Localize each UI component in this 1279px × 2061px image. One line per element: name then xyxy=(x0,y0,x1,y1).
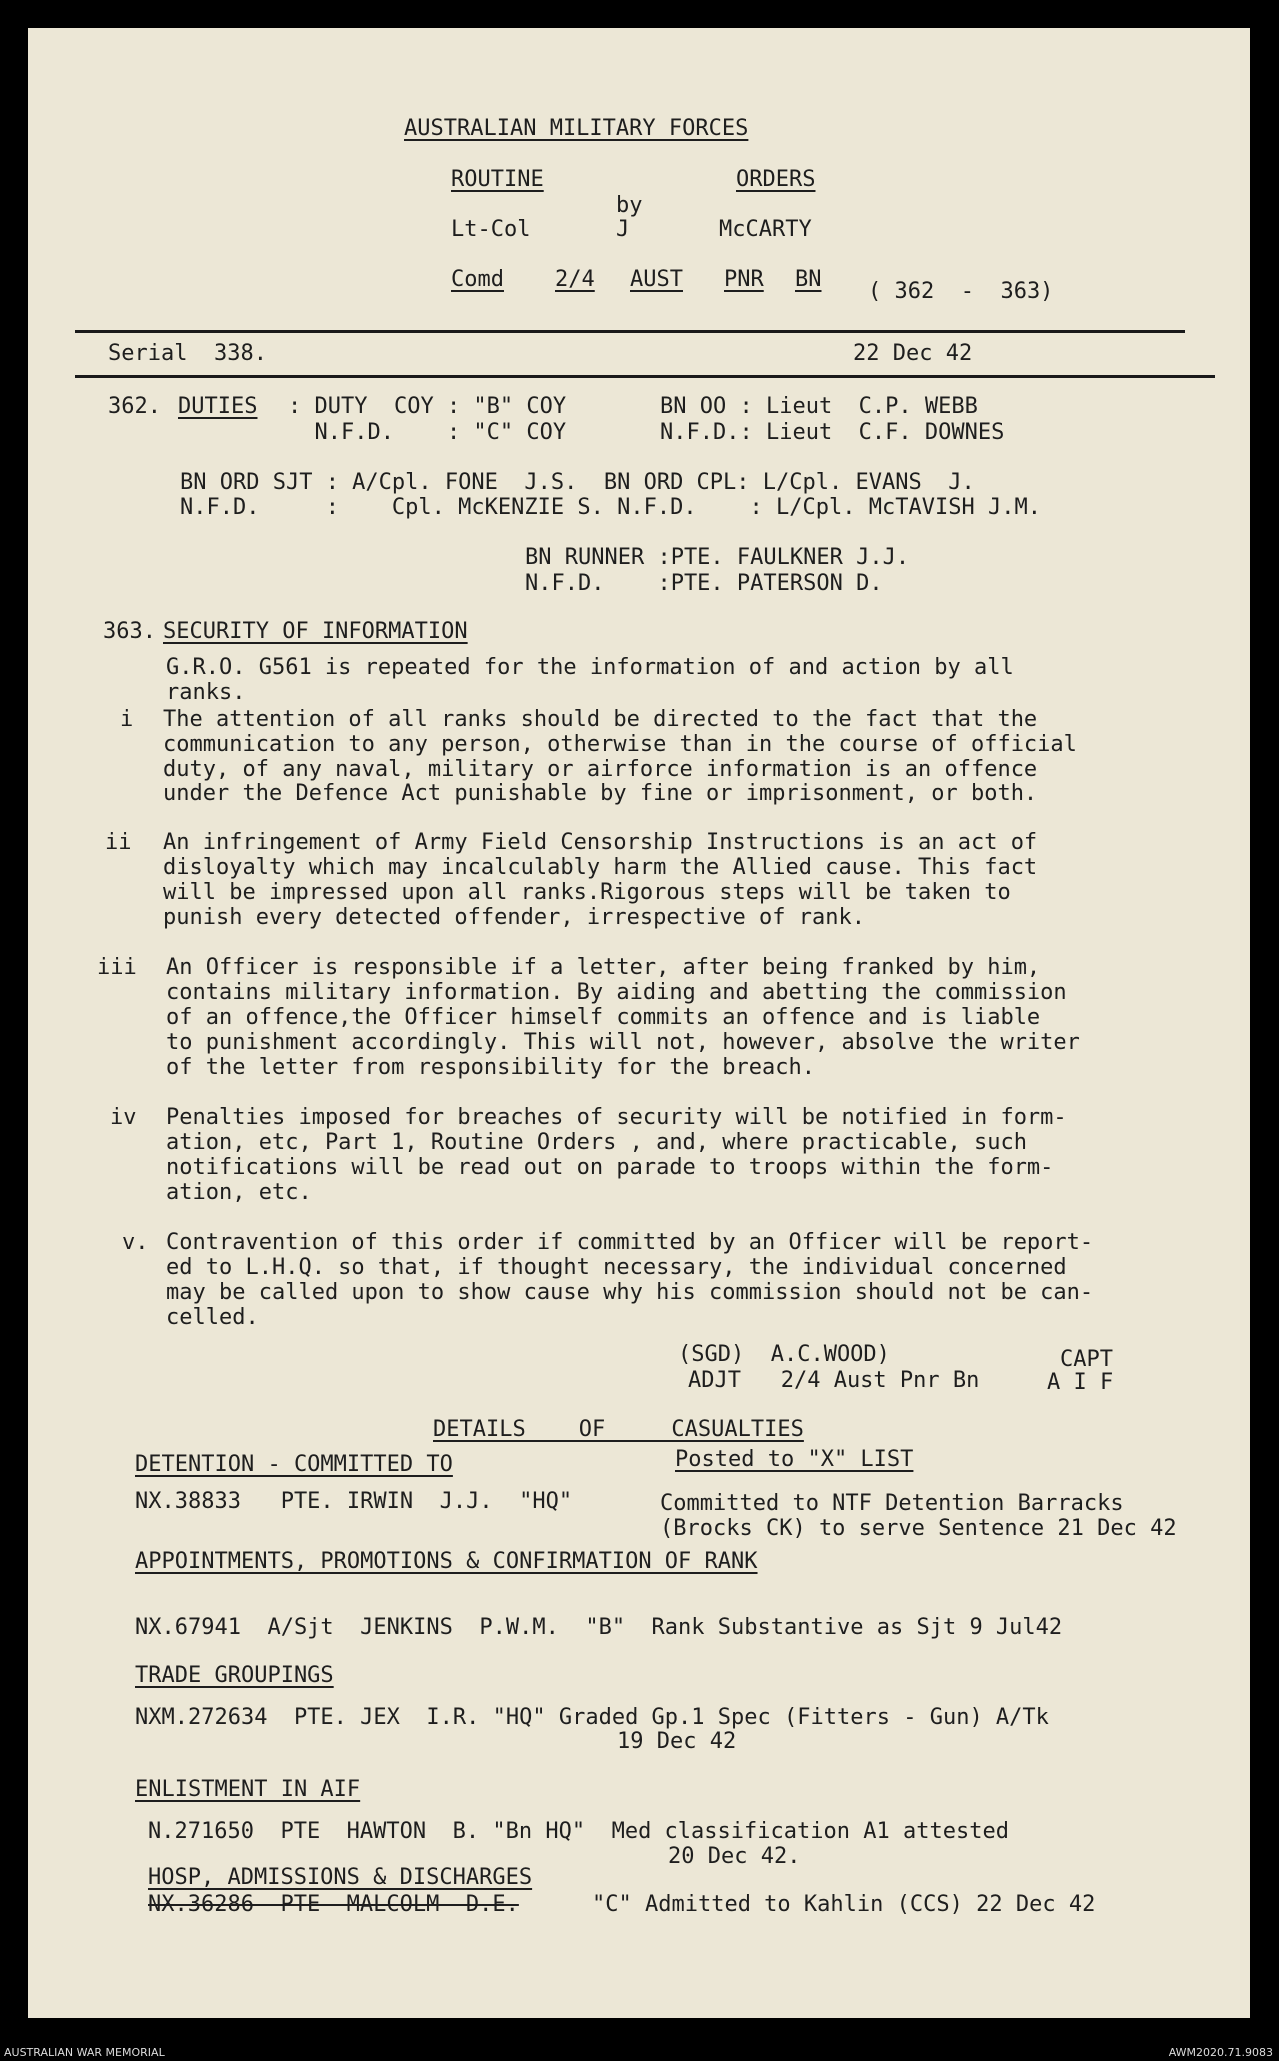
para-line: communication to any person, otherwise than in the course of official xyxy=(163,732,1077,757)
signature-aif: A I F xyxy=(1047,1370,1114,1395)
unit-bn: BN xyxy=(795,267,822,292)
order-range: ( 362 - 363) xyxy=(868,279,1054,304)
security-intro-line: G.R.O. G561 is repeated for the information of and action by all xyxy=(166,655,1014,680)
para-line: celled. xyxy=(166,1305,259,1330)
para-number: iii xyxy=(97,955,137,980)
signature-rank: CAPT xyxy=(1060,1347,1113,1372)
duty-row-left: N.F.D. : "C" COY xyxy=(288,420,567,445)
appointments-heading: APPOINTMENTS, PROMOTIONS & CONFIRMATION OF RANK xyxy=(135,1549,758,1574)
duties-number: 362. xyxy=(108,394,161,419)
trade-heading: TRADE GROUPINGS xyxy=(135,1663,334,1688)
duty-row-left: : DUTY COY : "B" COY xyxy=(288,394,567,419)
commander-name: McCARTY xyxy=(719,217,812,242)
para-line: duty, of any naval, military or airforce information is an offence xyxy=(163,757,1038,782)
appointments-entry: NX.67941 A/Sjt JENKINS P.W.M. "B" Rank Substantive as Sjt 9 Jul42 xyxy=(135,1615,1063,1640)
orders-label: ORDERS xyxy=(736,167,816,192)
para-line: The attention of all ranks should be directed to the fact that the xyxy=(163,707,1038,732)
para-number: iv xyxy=(110,1105,137,1130)
comd-label: Comd xyxy=(451,267,504,292)
footer-reference: AWM2020.71.9083 xyxy=(1168,2046,1273,2059)
commander-rank: Lt-Col xyxy=(451,217,531,242)
runner-row: N.F.D. :PTE. PATERSON D. xyxy=(525,571,883,596)
casualties-heading: DETAILS OF CASUALTIES xyxy=(433,1417,804,1442)
enlistment-entry: N.271650 PTE HAWTON B. "Bn HQ" Med classification A1 attested xyxy=(148,1819,1009,1844)
para-line: to punishment accordingly. This will not, however, absolve the writer xyxy=(166,1030,1080,1055)
header-rule-top xyxy=(75,330,1185,333)
unit-aust: AUST xyxy=(630,267,683,292)
para-line: An infringement of Army Field Censorship Instructions is an act of xyxy=(163,830,1038,855)
by-label: by xyxy=(616,193,643,218)
hosp-heading: HOSP, ADMISSIONS & DISCHARGES xyxy=(148,1865,533,1890)
para-line: punish every detected offender, irrespective of rank. xyxy=(163,905,865,930)
duty-row-right: BN OO : Lieut C.P. WEBB xyxy=(660,394,978,419)
para-line: notifications will be read out on parade to troops within the form- xyxy=(166,1155,1054,1180)
para-line: under the Defence Act punishable by fine or imprisonment, or both. xyxy=(163,781,1038,806)
enlistment-entry-date: 20 Dec 42. xyxy=(668,1844,801,1869)
trade-entry-date: 19 Dec 42 xyxy=(617,1729,737,1754)
ord-row: BN ORD SJT : A/Cpl. FONE J.S. BN ORD CPL: L/Cpl. EVANS J. xyxy=(180,470,975,495)
posted-heading: Posted to "X" LIST xyxy=(675,1447,914,1472)
para-number: v. xyxy=(122,1230,149,1255)
para-line: Contravention of this order if committed by an Officer will be report- xyxy=(166,1230,1094,1255)
para-line: of the letter from responsibility for the breach. xyxy=(166,1055,816,1080)
ord-row: N.F.D. : Cpl. McKENZIE S. N.F.D. : L/Cpl. McTAVISH J.M. xyxy=(180,495,1041,520)
document-title: AUSTRALIAN MILITARY FORCES xyxy=(404,116,749,141)
para-line: may be called upon to show cause why his commission should not be can- xyxy=(166,1280,1094,1305)
security-intro-line: ranks. xyxy=(166,680,246,705)
header-rule-bottom xyxy=(75,375,1215,378)
security-heading: SECURITY OF INFORMATION xyxy=(163,619,468,644)
para-number: i xyxy=(120,707,134,732)
serial-number: Serial 338. xyxy=(108,341,267,366)
security-number: 363. xyxy=(103,619,156,644)
footer-source: AUSTRALIAN WAR MEMORIAL xyxy=(4,2046,165,2059)
unit-number: 2/4 xyxy=(555,267,595,292)
hosp-entry-id: NX.36286 PTE MALCOLM D.E. xyxy=(148,1892,519,1917)
commander-initial: J xyxy=(616,217,630,242)
order-date: 22 Dec 42 xyxy=(853,341,973,366)
signature-line: ADJT 2/4 Aust Pnr Bn xyxy=(688,1368,980,1393)
duty-row-right: N.F.D.: Lieut C.F. DOWNES xyxy=(660,420,1005,445)
para-line: An Officer is responsible if a letter, after being franked by him, xyxy=(166,955,1041,980)
para-line: contains military information. By aiding and abetting the commission xyxy=(166,980,1067,1005)
signature-line: (SGD) A.C.WOOD) xyxy=(678,1342,890,1367)
routine-label: ROUTINE xyxy=(451,167,544,192)
runner-row: BN RUNNER :PTE. FAULKNER J.J. xyxy=(525,545,910,570)
detention-detail: Committed to NTF Detention Barracks xyxy=(660,1491,1124,1516)
para-line: disloyalty which may incalculably harm the Allied cause. This fact xyxy=(163,855,1038,880)
trade-entry: NXM.272634 PTE. JEX I.R. "HQ" Graded Gp.1 Spec (Fitters - Gun) A/Tk xyxy=(135,1705,1049,1730)
para-line: ation, etc, Part 1, Routine Orders , and, where practicable, such xyxy=(166,1130,1027,1155)
para-line: Penalties imposed for breaches of security will be notified in form- xyxy=(166,1105,1067,1130)
enlistment-heading: ENLISTMENT IN AIF xyxy=(135,1777,361,1802)
detention-entry: NX.38833 PTE. IRWIN J.J. "HQ" xyxy=(135,1489,573,1514)
para-line: of an offence,the Officer himself commits an offence and is liable xyxy=(166,1005,1041,1030)
para-line: ation, etc. xyxy=(166,1180,312,1205)
hosp-entry-detail: "C" Admitted to Kahlin (CCS) 22 Dec 42 xyxy=(592,1892,1096,1917)
detention-detail: (Brocks CK) to serve Sentence 21 Dec 42 xyxy=(660,1516,1177,1541)
duties-heading: DUTIES xyxy=(178,394,258,419)
unit-pnr: PNR xyxy=(724,267,764,292)
para-number: ii xyxy=(105,830,132,855)
para-line: ed to L.H.Q. so that, if thought necessary, the individual concerned xyxy=(166,1255,1067,1280)
detention-heading: DETENTION - COMMITTED TO xyxy=(135,1452,453,1477)
para-line: will be impressed upon all ranks.Rigorous steps will be taken to xyxy=(163,880,1011,905)
